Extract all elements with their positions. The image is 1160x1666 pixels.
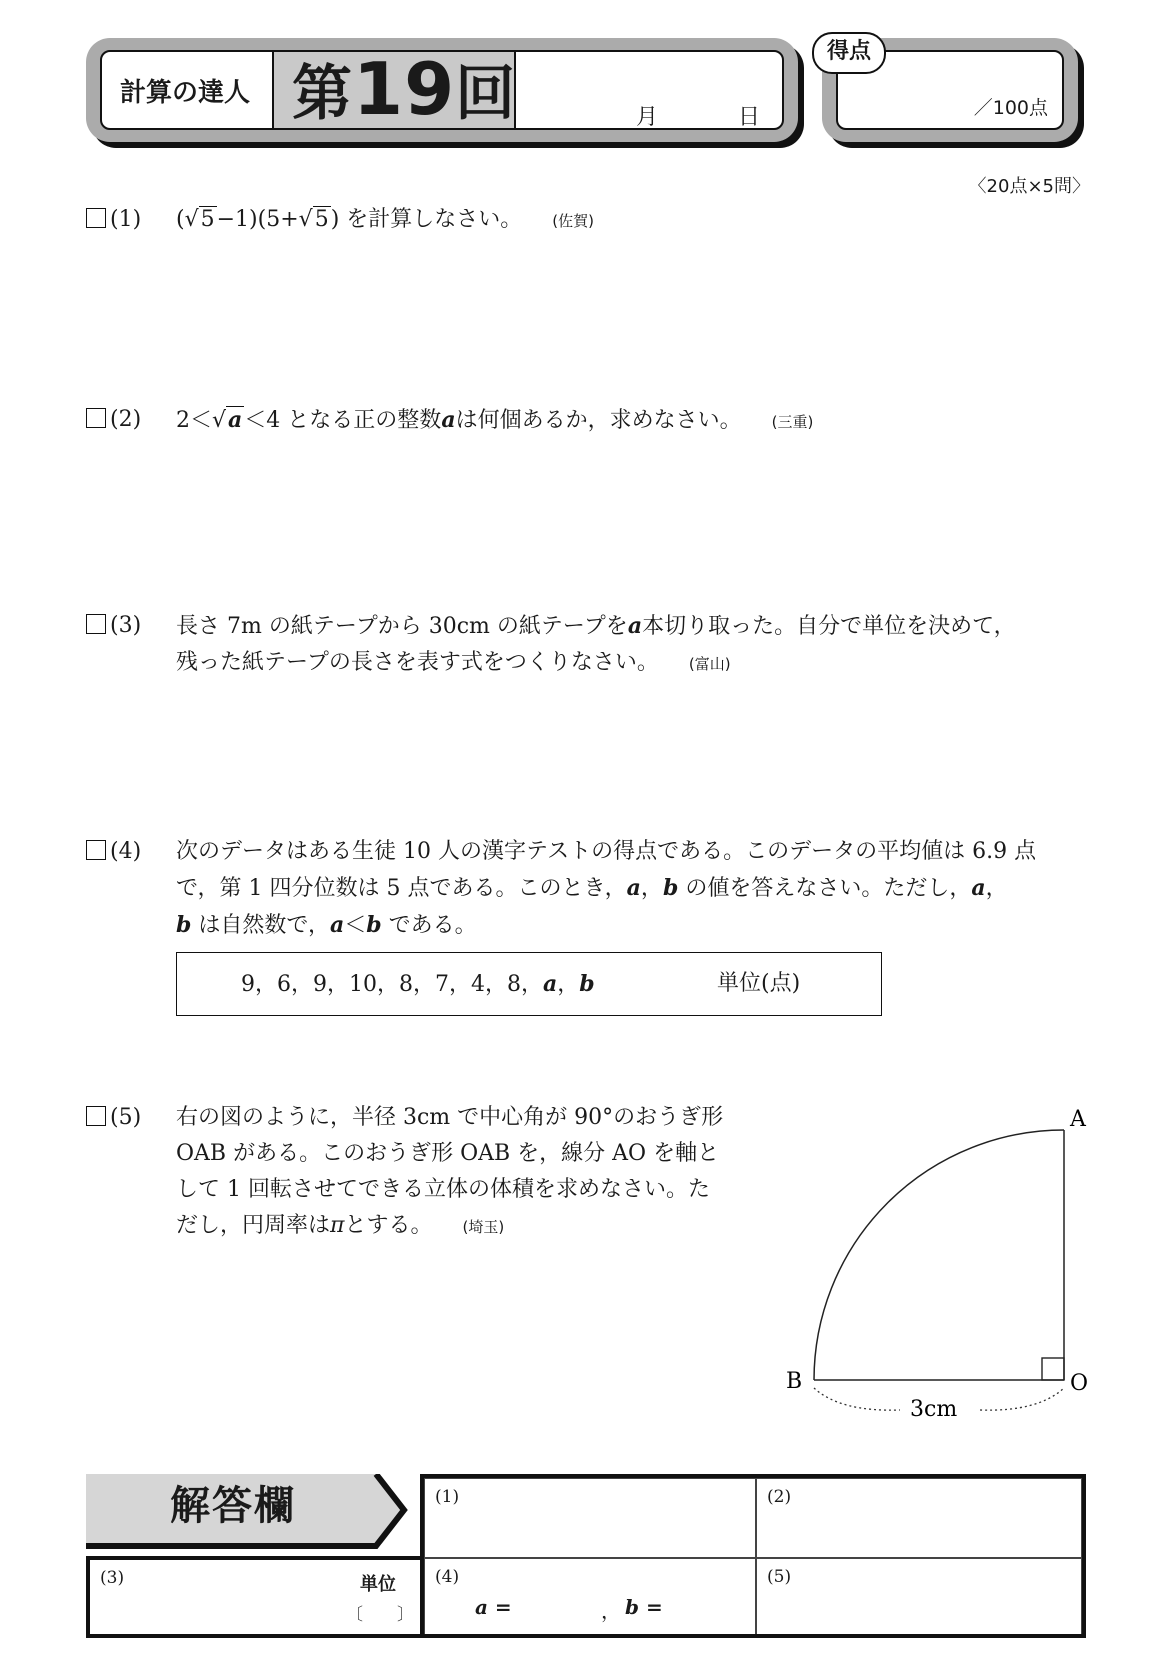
sqrt-sign: √a xyxy=(212,407,243,433)
q4-number: (4) xyxy=(86,834,141,870)
answer-b-field[interactable]: b = xyxy=(625,1595,663,1619)
radius-label: 3cm xyxy=(910,1397,958,1422)
q5-source: (埼玉) xyxy=(462,1218,505,1236)
month-label: 月 xyxy=(636,105,659,130)
answer-separator: ， xyxy=(601,1599,621,1623)
dimension-curve-left xyxy=(814,1388,900,1410)
unit-bracket: 〔 〕 xyxy=(346,1605,414,1625)
q3-source: (富山) xyxy=(688,655,731,673)
answer-cell-3[interactable]: (3) 単位 〔 〕 xyxy=(86,1556,424,1638)
answer-cell-5[interactable]: (5) xyxy=(756,1558,1082,1636)
header-inner xyxy=(100,50,784,130)
q3-text: 長さ 7m の紙テープから 30cm の紙テープをa本切り取った。自分で単位を決めて， 残った紙テープの長さを表す式をつくりなさい。 (富山) xyxy=(176,613,1016,675)
series-label: 計算の達人 xyxy=(120,78,251,108)
q1-source: (佐賀) xyxy=(552,212,595,230)
q3-checkbox[interactable] xyxy=(86,614,106,634)
sector-figure xyxy=(780,1090,1100,1430)
answer-border-bottom xyxy=(86,1634,1086,1638)
score-total: ／100点 xyxy=(973,97,1048,119)
answer-border-right xyxy=(1082,1474,1086,1638)
q1-number: (1) xyxy=(86,202,141,238)
sqrt-sign: √5 xyxy=(184,207,215,232)
label-a: A xyxy=(1070,1107,1086,1132)
q5-number: (5) xyxy=(86,1100,141,1136)
data-values: 9，6，9，10，8，7，4，8，a，b xyxy=(241,971,595,997)
label-b: B xyxy=(786,1369,803,1394)
dimension-curve-right xyxy=(980,1388,1064,1410)
score-tab: 得点 xyxy=(812,32,886,74)
round-prefix: 第 xyxy=(292,59,353,129)
day-label: 日 xyxy=(738,105,761,130)
data-unit: 単位(点) xyxy=(717,971,801,996)
q1-checkbox[interactable] xyxy=(86,208,106,228)
answer-title: 解答欄 xyxy=(170,1483,296,1529)
q2-checkbox[interactable] xyxy=(86,408,106,428)
q2-number: (2) xyxy=(86,402,141,438)
q3-number: (3) xyxy=(86,608,141,644)
q2-source: (三重) xyxy=(771,413,814,431)
answer-cell-2[interactable]: (2) xyxy=(756,1478,1082,1558)
right-angle-mark xyxy=(1042,1358,1064,1380)
round-title xyxy=(292,50,516,130)
q4-text: 次のデータはある生徒 10 人の漢字テストの得点である。このデータの平均値は 6.9 点 で，第 1 四分位数は 5 点である。このとき，a，b の値を答えなさい。ただし，a， b は自然数で，a＜b である。 xyxy=(176,839,1037,938)
answer-cell-1[interactable]: (1) xyxy=(424,1478,756,1558)
points-note: 〈20点×5問〉 xyxy=(968,176,1090,197)
label-o: O xyxy=(1070,1371,1089,1396)
answer-a-field[interactable]: a = xyxy=(475,1595,512,1619)
arc-ab xyxy=(814,1130,1064,1380)
unit-label: 単位 xyxy=(360,1574,396,1595)
q5-checkbox[interactable] xyxy=(86,1106,106,1126)
header-frame xyxy=(86,38,798,142)
q5-text: 右の図のように，半径 3cm で中心角が 90°のおうぎ形 OAB がある。このおうぎ形 OAB を，線分 AO を軸と して 1 回転させてできる立体の体積を求めなさい。た だし，円周率はπとする。 (埼玉) xyxy=(176,1105,724,1238)
q4-checkbox[interactable] xyxy=(86,840,106,860)
data-box xyxy=(176,952,882,1016)
answer-cell-4[interactable]: (4) a = ， b = xyxy=(424,1558,756,1636)
round-suffix: 回 xyxy=(455,59,517,129)
sqrt-sign: √5 xyxy=(298,207,329,232)
round-number: 19 xyxy=(353,50,456,130)
q1-text: (√5−1)(5+√5) を計算しなさい。 (佐賀) xyxy=(176,202,594,239)
q2-text: 2＜√a＜4 となる正の整数aは何個あるか，求めなさい。 (三重) xyxy=(176,402,813,440)
